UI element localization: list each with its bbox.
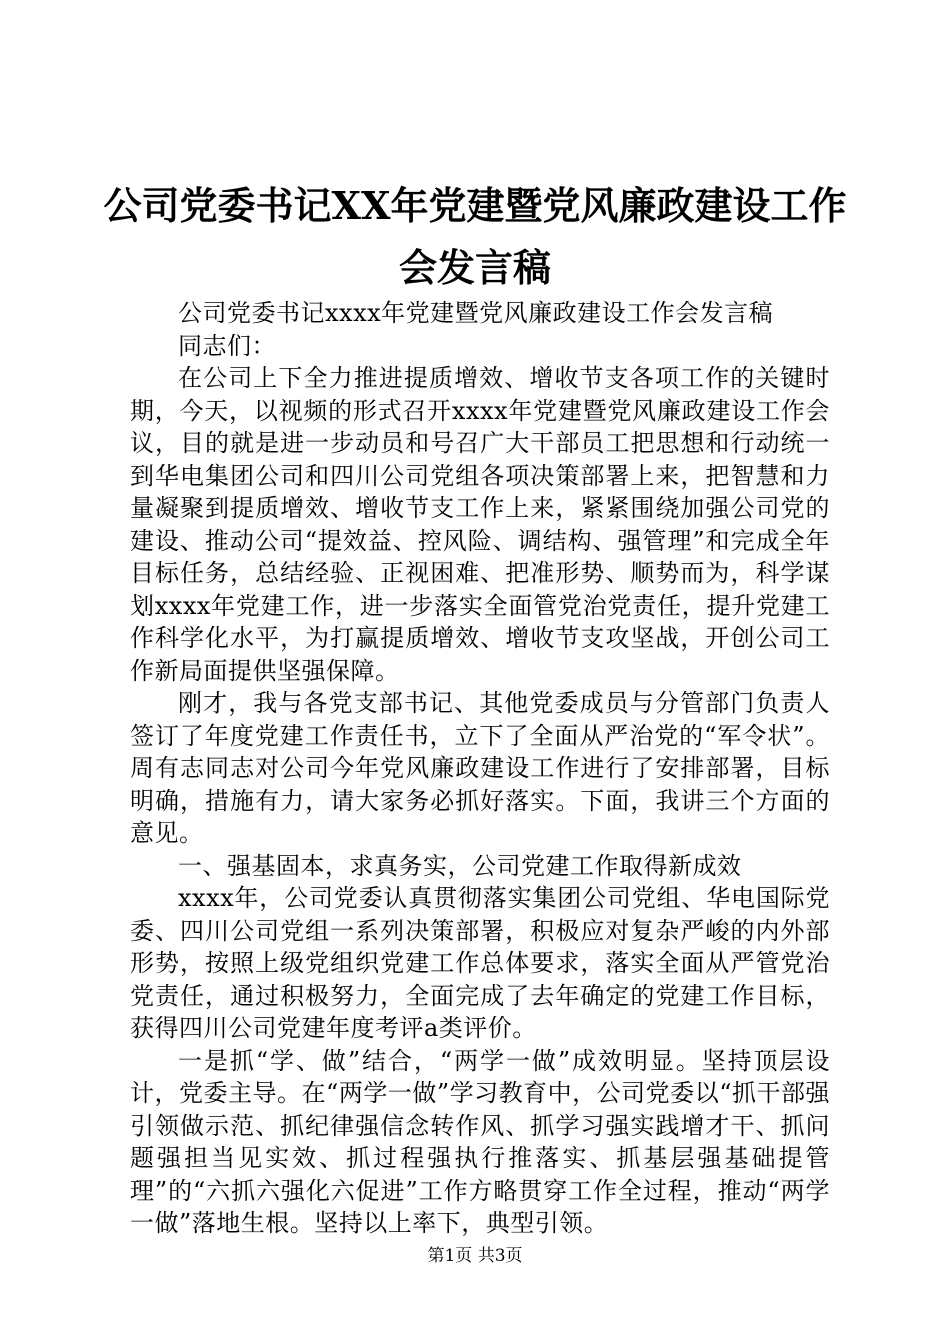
document-title-line-1: 公司党委书记XX年党建暨党风廉政建设工作 xyxy=(103,183,847,228)
section-heading: 一、强基固本，求真务实，公司党建工作取得新成效 xyxy=(178,851,742,880)
paragraph: xxxx年，公司党委认真贯彻落实集团公司党组、华电国际党委、四川公司党组一系列决策部署，积极应对复杂严峻的内外部形势，按照上级党组织党建工作总体要求，落实全面从严管党治党责任，通过积极努力，全面完成了去年确定的党建工作目标，获得四川公司党建年度考评a类评价。 xyxy=(130,884,830,1042)
document-body xyxy=(130,297,830,1240)
paragraph: 在公司上下全力推进提质增效、增收节支各项工作的关键时期，今天，以视频的形式召开xxxx年党建暨党风廉政建设工作会议，目的就是进一步动员和号召广大干部员工把思想和行动统一到华电集团公司和四川公司党组各项决策部署上来，把智慧和力量凝聚到提质增效、增收节支工作上来，紧紧围绕加强公司党的建设、推动公司“提效益、控风险、调结构、强管理”和完成全年目标任务，总结经验、正视困难、把准形势、顺势而为，科学谋划xxxx年党建工作，进一步落实全面管党治党责任，提升党建工作科学化水平，为打赢提质增效、增收节支攻坚战，开创公司工作新局面提供坚强保障。 xyxy=(130,364,830,685)
paragraph: 一是抓“学、做”结合，“两学一做”成效明显。坚持顶层设计，党委主导。在“两学一做”学习教育中，公司党委以“抓干部强引领做示范、抓纪律强信念转作风、抓学习强实践增才干、抓问题强担当见实效、抓过程强执行推落实、抓基层强基础提管理”的“六抓六强化六促进”工作方略贯穿工作全过程，推动“两学一做”落地生根。坚持以上率下，典型引领。 xyxy=(130,1046,830,1237)
paragraph: 刚才，我与各党支部书记、其他党委成员与分管部门负责人签订了年度党建工作责任书，立下了全面从严治党的“军令状”。周有志同志对公司今年党风廉政建设工作进行了安排部署，目标明确，措施有力，请大家务必抓好落实。下面，我讲三个方面的意见。 xyxy=(130,689,830,847)
document-title-line-2: 会发言稿 xyxy=(398,245,551,290)
paragraph-subtitle: 公司党委书记xxxx年党建暨党风廉政建设工作会发言稿 xyxy=(178,299,774,327)
page-footer: 第1页 共3页 xyxy=(427,1246,523,1266)
paragraph-salutation: 同志们： xyxy=(178,331,276,360)
